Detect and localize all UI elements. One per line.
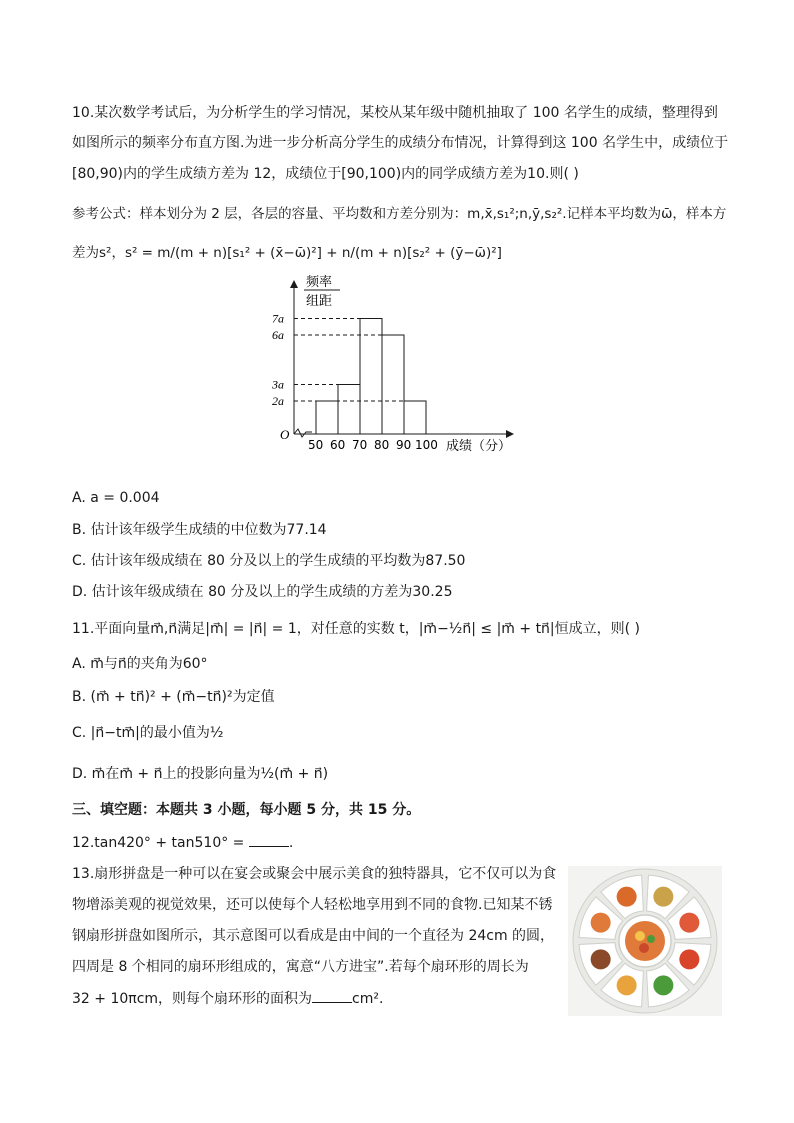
frequency-histogram	[268, 268, 538, 458]
plate-food	[591, 913, 611, 933]
fan-plate-photo	[568, 866, 722, 1016]
q13-line5	[72, 988, 383, 1009]
q10-line2: 如图所示的频率分布直方图.为进一步分析高分学生的成绩分布情况，计算得到这 100 名学生中，成绩位于	[72, 135, 729, 151]
q13-line1: 13.扇形拼盘是一种可以在宴会或聚会中展示美食的独特器具，它不仅可以为食	[72, 866, 557, 882]
q11-option-b: B. (m⃗ + tn⃗)² + (m⃗−tn⃗)²为定值	[72, 689, 275, 705]
plate-food	[653, 887, 673, 907]
plate-food	[617, 887, 637, 907]
y-tick-label: 6a	[272, 328, 284, 342]
q13-line4: 四周是 8 个相同的扇环形组成的，寓意“八方进宝”.若每个扇环形的周长为	[72, 959, 529, 975]
y-axis-label-top: 频率	[306, 275, 333, 290]
q11-option-d: D. m⃗在m⃗ + n⃗上的投影向量为½(m⃗ + n⃗)	[72, 766, 329, 782]
axis-break-mark	[294, 429, 312, 437]
histogram-bar	[316, 401, 338, 434]
origin-label: O	[280, 427, 290, 442]
q10-option-a: A. a = 0.004	[72, 490, 160, 506]
section3-heading: 三、填空题：本题共 3 小题，每小题 5 分，共 15 分。	[72, 802, 421, 818]
q13-line2: 物增添美观的视觉效果，还可以使每个人轻松地享用到不同的食物.已知某不锈	[72, 897, 553, 913]
x-tick-label: 70	[352, 438, 368, 452]
x-tick-label: 50	[308, 438, 324, 452]
x-tick-label: 100	[415, 438, 438, 452]
x-axis-label: 成绩（分）	[446, 439, 512, 454]
q10-option-c: C. 估计该年级成绩在 80 分及以上的学生成绩的平均数为87.50	[72, 553, 466, 569]
plate-food	[653, 975, 673, 995]
q12-answer-blank	[249, 832, 289, 847]
q10-option-b: B. 估计该年级学生成绩的中位数为77.14	[72, 522, 327, 538]
x-tick-label: 60	[330, 438, 346, 452]
x-tick-label: 80	[374, 438, 390, 452]
q13-unit: cm².	[352, 991, 384, 1007]
q12-text: 12.tan420° + tan510° =	[72, 835, 249, 851]
q11-option-a: A. m⃗与n⃗的夹角为60°	[72, 656, 208, 672]
q10-reference-formula-line1: 参考公式：样本划分为 2 层，各层的容量、平均数和方差分别为：m,x̄,s₁²;n,ȳ,s₂².记样本平均数为ω̄，样本方	[72, 206, 727, 222]
y-axis-label-bottom: 组距	[306, 294, 333, 309]
histogram-bar	[360, 319, 382, 435]
plate-food	[679, 949, 699, 969]
q12	[72, 832, 293, 853]
histogram-bar	[338, 385, 360, 435]
q11-option-c: C. |n⃗−tm⃗|的最小值为½	[72, 725, 224, 741]
q10-line1: 10.某次数学考试后，为分析学生的学习情况，某校从某年级中随机抽取了 100 名学生的成绩，整理得到	[72, 105, 718, 121]
y-tick-label: 2a	[272, 394, 284, 408]
histogram-bar	[404, 401, 426, 434]
q10-option-d: D. 估计该年级成绩在 80 分及以上的学生成绩的方差为30.25	[72, 584, 453, 600]
q13-line5-text: 32 + 10πcm，则每个扇环形的面积为	[72, 991, 313, 1007]
y-tick-label: 7a	[272, 311, 284, 326]
q11-stem: 11.平面向量m⃗,n⃗满足|m⃗| = |n⃗| = 1，对任意的实数 t，|m⃗−½n⃗| ≤ |m⃗ + tn⃗|恒成立，则( )	[72, 621, 641, 637]
x-tick-label: 90	[396, 438, 412, 452]
q13-line3: 钢扇形拼盘如图所示，其示意图可以看成是由中间的一个直径为 24cm 的圆，	[72, 928, 555, 944]
plate-food	[591, 949, 611, 969]
plate-food	[679, 913, 699, 933]
y-tick-label: 3a	[272, 377, 284, 392]
plate-food	[617, 975, 637, 995]
histogram-bar	[382, 335, 404, 434]
q10-line3: [80,90)内的学生成绩方差为 12，成绩位于[90,100)内的同学成绩方差为10.则( )	[72, 166, 579, 182]
q13-answer-blank	[312, 988, 352, 1003]
q12-end: .	[288, 835, 294, 851]
q10-reference-formula-line2: 差为s²，s² = m/(m + n)[s₁² + (x̄−ω̄)²] + n/(m + n)[s₂² + (ȳ−ω̄)²]	[72, 245, 502, 261]
